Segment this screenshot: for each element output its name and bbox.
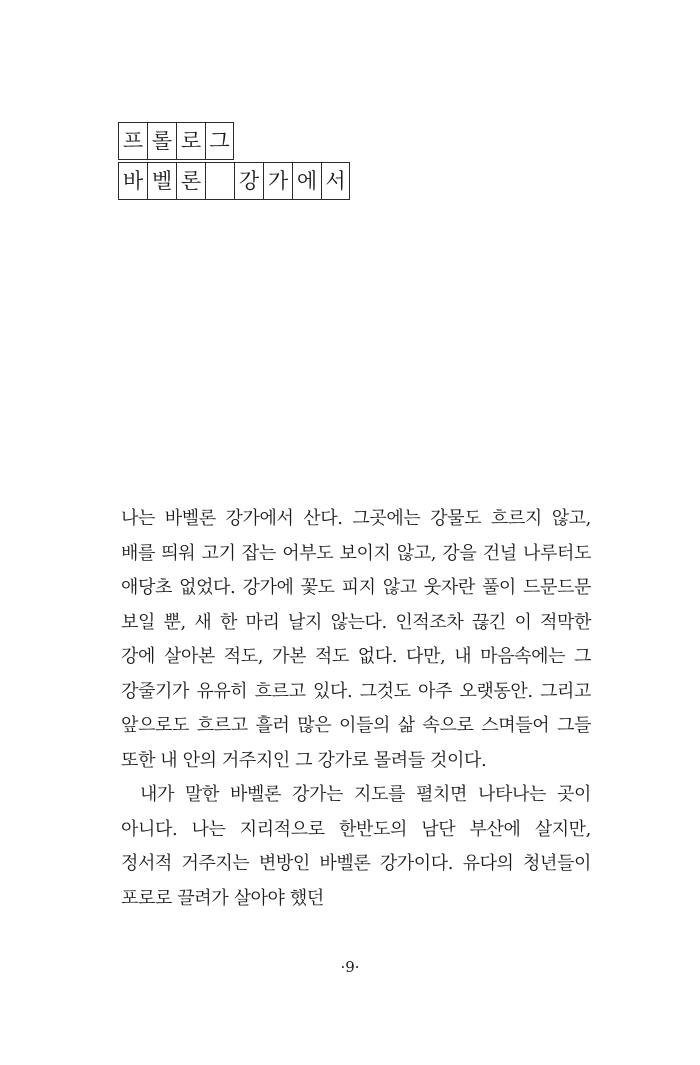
paragraph: 내가 말한 바벨론 강가는 지도를 펼치면 나타나는 곳이 아니다. 나는 지리적으로 한반도의 남단 부산에 살지만, 정서적 거주지는 변방인 바벨론 강가이다. 유다의 청년들이 포로로 끌려가 살아야 했던 bbox=[121, 784, 591, 909]
title-cell: 벨 bbox=[147, 163, 176, 199]
title-cell: 롤 bbox=[147, 123, 176, 159]
chapter-label-grid bbox=[118, 122, 234, 160]
chapter-title-grid bbox=[118, 162, 350, 200]
title-cell: 에 bbox=[292, 163, 321, 199]
title-cell: 바 bbox=[118, 163, 147, 199]
title-cell-empty bbox=[205, 163, 234, 199]
title-cell: 가 bbox=[263, 163, 292, 199]
title-cell: 프 bbox=[118, 123, 147, 159]
paragraph: 나는 바벨론 강가에서 산다. 그곳에는 강물도 흐르지 않고, 배를 띄워 고기 잡는 어부도 보이지 않고, 강을 건널 나루터도 애당초 없었다. 강가에 꽃도 피지 않고 웃자란 풀이 드문드문 보일 뿐, 새 한 마리 날지 않는다. 인적조차 끊긴 이 적막한 강에 살아본 적도, 가본 적도 없다. 다만, 내 마음속에는 그 강줄기가 유유히 흐르고 있다. 그것도 아주 오랫동안. 그리고 앞으로도 흐르고 흘러 많은 이들의 삶 속으로 스며들어 그들 또한 내 안의 거주지인 그 강가로 몰려들 것이다. bbox=[121, 508, 591, 771]
page-number: ·9· bbox=[340, 958, 360, 976]
title-cell: 로 bbox=[176, 123, 205, 159]
title-cell: 그 bbox=[205, 123, 234, 159]
title-cell: 강 bbox=[234, 163, 263, 199]
title-cell: 론 bbox=[176, 163, 205, 199]
body-text bbox=[121, 502, 591, 916]
title-cell: 서 bbox=[321, 163, 350, 199]
